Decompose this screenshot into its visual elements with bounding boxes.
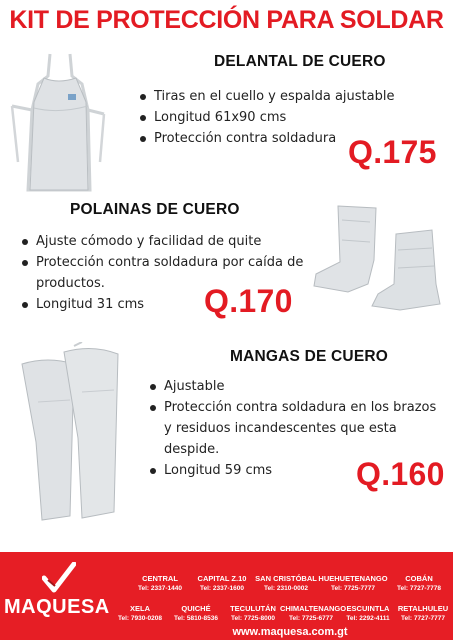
- branch-escuintla: ESCUINTLA Tel: 2292-4111: [346, 604, 390, 622]
- branch-teculutan: TECULUTÁN Tel: 7725-8000: [230, 604, 276, 622]
- sleeves-title: MANGAS DE CUERO: [230, 348, 389, 365]
- apron-price: Q.175: [348, 134, 437, 170]
- list-item: Protección contra soldadura por caída de productos.: [20, 252, 332, 294]
- list-item: Protección contra soldadura: [138, 128, 398, 149]
- leather-leggings-image: [308, 200, 448, 315]
- list-item: Longitud 31 cms: [20, 294, 332, 315]
- branch-capital: CAPITAL Z.10 Tel: 2337-1600: [197, 574, 247, 592]
- branch-san-cristobal: SAN CRISTÓBAL Tel: 2310-0002: [255, 574, 317, 592]
- branch-xela: XELA Tel: 7930-0208: [118, 604, 162, 622]
- brand-name: MAQUESA: [4, 596, 110, 618]
- list-item: Longitud 61x90 cms: [138, 107, 398, 128]
- list-item: Tiras en el cuello y espalda ajustable: [138, 86, 398, 107]
- branch-central: CENTRAL Tel: 2337-1440: [138, 574, 182, 592]
- branch-retalhuleu: RETALHULEU Tel: 7727-7777: [397, 604, 449, 622]
- leather-apron-image: [8, 50, 108, 200]
- list-item: Protección contra soldadura en los brazos y residuos incandescentes que esta despide.: [148, 397, 448, 460]
- footer: [0, 552, 453, 640]
- branch-chimaltenango: CHIMALTENANGO Tel: 7725-6777: [280, 604, 347, 622]
- leggings-title: POLAINAS DE CUERO: [70, 201, 240, 218]
- branch-quiche: QUICHÉ Tel: 5810-8536: [174, 604, 218, 622]
- page-title: KIT DE PROTECCIÓN PARA SOLDAR: [9, 6, 444, 34]
- branch-coban: COBÁN Tel: 7727-7778: [397, 574, 441, 592]
- list-item: Ajuste cómodo y facilidad de quite: [20, 231, 332, 252]
- list-item: Ajustable: [148, 376, 448, 397]
- sleeves-price: Q.160: [356, 456, 445, 492]
- list-item: Longitud 59 cms: [148, 460, 448, 481]
- leggings-price: Q.170: [204, 283, 293, 319]
- website-link[interactable]: www.maquesa.com.gt: [232, 626, 348, 638]
- apron-title: DELANTAL DE CUERO: [214, 53, 386, 70]
- branch-huehuetenango: HUEHUETENANGO Tel: 7725-7777: [318, 574, 388, 592]
- maquesa-logo-icon: [42, 562, 76, 594]
- leather-sleeves-image: [12, 342, 132, 527]
